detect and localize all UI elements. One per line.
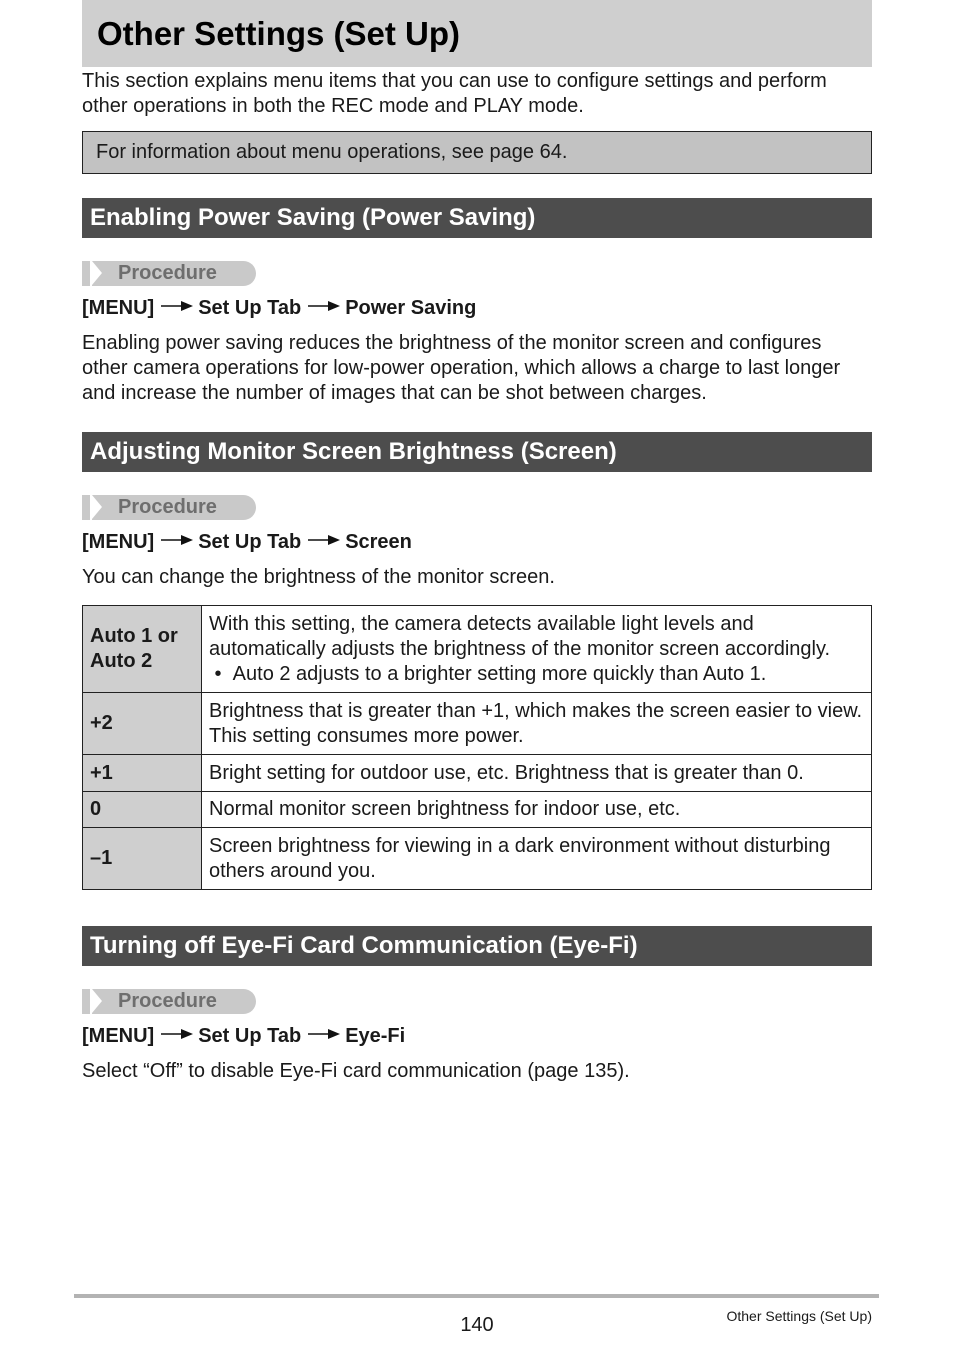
path-step: Eye-Fi (345, 1025, 406, 1047)
path-step: Set Up Tab (198, 531, 302, 553)
arrow-right-icon (308, 1028, 340, 1040)
section-heading-eye-fi: Turning off Eye-Fi Card Communication (Eye-Fi) (82, 926, 872, 966)
procedure-label: Procedure (118, 496, 217, 518)
arrow-right-icon (161, 300, 193, 312)
table-row (83, 828, 872, 890)
setting-description-text: With this setting, the camera detects available light levels and automatically adjusts the brightness of the monitor screen accordingly. (209, 612, 831, 660)
table-row (83, 755, 872, 792)
section-heading-power-saving: Enabling Power Saving (Power Saving) (82, 198, 872, 238)
procedure-badge (82, 495, 256, 520)
bullet-icon: • (209, 662, 233, 685)
section-heading-screen: Adjusting Monitor Screen Brightness (Screen) (82, 432, 872, 472)
arrow-right-icon (161, 1028, 193, 1040)
setting-key: +2 (83, 693, 202, 755)
procedure-badge (82, 989, 256, 1014)
table-row (83, 792, 872, 828)
setting-key: 0 (83, 792, 202, 828)
path-step: Screen (345, 531, 412, 553)
arrow-right-icon (308, 534, 340, 546)
section-body: Select “Off” to disable Eye-Fi card communication (page 135). (82, 1060, 630, 1082)
screen-brightness-table (82, 605, 872, 890)
procedure-label: Procedure (118, 990, 217, 1012)
setting-bullet (209, 662, 864, 687)
path-step: Power Saving (345, 297, 477, 319)
path-step: Set Up Tab (198, 1025, 302, 1047)
page-title: Other Settings (Set Up) (82, 0, 872, 67)
section-body: You can change the brightness of the monitor screen. (82, 566, 555, 588)
table-row (83, 693, 872, 755)
arrow-right-icon (308, 300, 340, 312)
setting-description: Screen brightness for viewing in a dark environment without disturbing others around you. (202, 828, 872, 890)
path-step: [MENU] (82, 531, 155, 553)
procedure-badge (82, 261, 256, 286)
menu-path (82, 530, 412, 555)
table-row (83, 606, 872, 693)
section-body: Enabling power saving reduces the brightness of the monitor screen and configures other camera operations for low-power operation, which allows a charge to last longer and increase the number of images that can be shot between charges. (82, 332, 841, 404)
setting-description (202, 606, 872, 693)
setting-key: –1 (83, 828, 202, 890)
intro-text: This section explains menu items that you can use to configure settings and perform other operations in both the REC mode and PLAY mode. (82, 70, 827, 117)
path-step: [MENU] (82, 297, 155, 319)
footer-divider (74, 1294, 879, 1298)
setting-bullet-text: Auto 2 adjusts to a brighter setting more quickly than Auto 1. (232, 662, 767, 685)
menu-path (82, 296, 476, 321)
info-note: For information about menu operations, see page 64. (82, 131, 872, 174)
path-step: Set Up Tab (198, 297, 302, 319)
footer-caption: Other Settings (Set Up) (726, 1308, 872, 1324)
page-number: 140 (460, 1314, 494, 1336)
setting-key: Auto 1 or Auto 2 (83, 606, 202, 693)
arrow-right-icon (161, 534, 193, 546)
setting-description: Bright setting for outdoor use, etc. Brightness that is greater than 0. (202, 755, 872, 792)
setting-description: Normal monitor screen brightness for indoor use, etc. (202, 792, 872, 828)
path-step: [MENU] (82, 1025, 155, 1047)
menu-path (82, 1024, 405, 1049)
setting-description: Brightness that is greater than +1, which makes the screen easier to view. This setting consumes more power. (202, 693, 872, 755)
procedure-label: Procedure (118, 262, 217, 284)
setting-key: +1 (83, 755, 202, 792)
